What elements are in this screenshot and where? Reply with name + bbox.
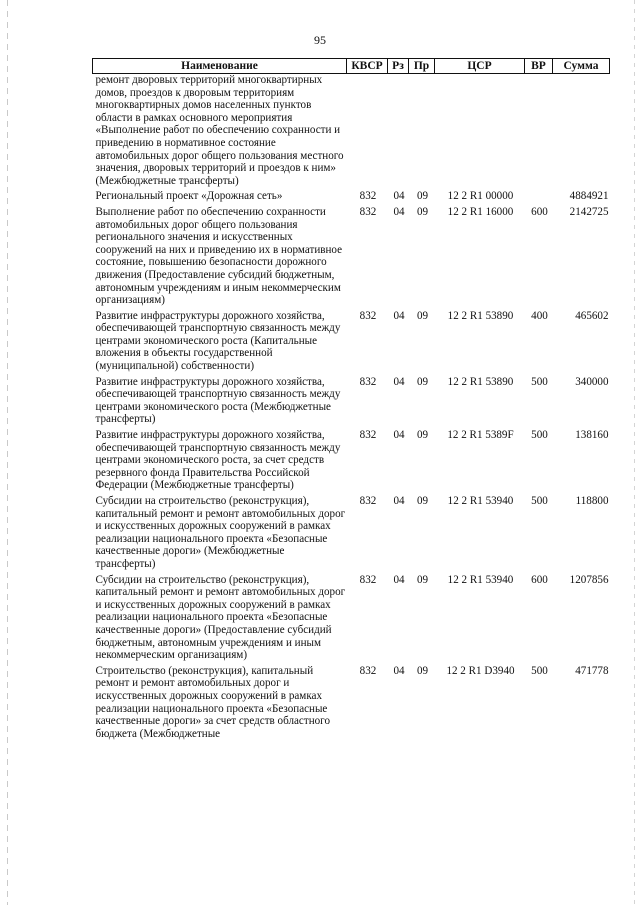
cell-rz: 04	[393, 429, 405, 442]
cell-pr	[409, 74, 435, 191]
cell-rz: 04	[393, 495, 405, 507]
cell-pr: 09	[416, 205, 429, 218]
page-number: 95	[314, 33, 326, 47]
cell-csr: 12 2 R1 D3940	[446, 664, 515, 677]
cell-vr: 500	[531, 664, 548, 677]
table-row	[93, 376, 610, 429]
cell-rz: 04	[393, 205, 405, 218]
cell-pr: 09	[416, 495, 429, 507]
cell-pr: 09	[416, 309, 429, 322]
cell-sum: 340000	[575, 375, 609, 388]
cell-name: Региональный проект «Дорожная сеть»	[95, 190, 283, 203]
cell-name: ремонт дворовых территорий многоквартирных домов, проездов к дворовым территориям многоквартирных домов населенных пунктов области в рамках основного мероприятия «Выполнение работ по обеспечению сохранности и приведению в нормативное состояние автомобильных дорог общего пользования местного значения, дворовых территорий и проездов к ним» (Межбюджетные трансферты)	[95, 74, 344, 187]
table-row	[93, 74, 610, 191]
table-body	[93, 74, 610, 744]
column-header-csr: ЦСР	[435, 59, 525, 74]
cell-vr	[525, 74, 553, 191]
cell-rz: 04	[393, 573, 405, 586]
column-header-name: Наименование	[93, 59, 347, 74]
cell-vr: 600	[531, 205, 548, 218]
column-header-rz: Рз	[388, 59, 409, 74]
scan-edge-left	[7, 0, 8, 905]
column-header-sum: Сумма	[553, 59, 610, 74]
cell-kvsr	[347, 74, 388, 191]
cell-sum: 471778	[575, 664, 609, 677]
table-row	[93, 495, 610, 574]
cell-pr: 09	[416, 573, 429, 586]
cell-csr: 12 2 R1 53940	[447, 573, 514, 586]
cell-csr: 12 2 R1 00000	[447, 190, 514, 203]
cell-sum: 4884921	[569, 190, 609, 203]
cell-rz: 04	[393, 190, 405, 203]
cell-pr: 09	[416, 429, 429, 442]
cell-sum: 1207856	[569, 573, 609, 586]
column-header-pr: Пр	[409, 59, 435, 74]
cell-vr: 400	[531, 309, 548, 322]
cell-name: Строительство (реконструкция), капитальный ремонт и ремонт автомобильных дорог и искусственных дорожных сооружений в рамках реализации национального проекта «Безопасные качественные дороги» за счет средств областного бюджета (Межбюджетные	[95, 664, 331, 740]
cell-vr	[525, 190, 553, 206]
cell-csr: 12 2 R1 16000	[447, 205, 514, 218]
table-row	[93, 665, 610, 744]
cell-name: Субсидии на строительство (реконструкция), капитальный ремонт и ремонт автомобильных дорог и искусственных дорожных сооружений в рамках реализации национального проекта «Безопасные качественные дороги» (Предоставление субсидий бюджетным, автономным учреждениям и иным некоммерческим организациям)	[95, 573, 346, 662]
cell-vr: 500	[531, 495, 548, 507]
cell-name: Развитие инфраструктуры дорожного хозяйства, обеспечивающей транспортную связанность между центрами экономического роста, за счет средств резервного фонда Правительства Российской Федерации (Межбюджетные трансферты)	[95, 429, 341, 492]
cell-sum	[553, 74, 610, 191]
cell-sum: 118800	[575, 495, 609, 507]
cell-kvsr: 832	[359, 309, 377, 322]
table-header-row	[93, 59, 610, 74]
scan-edge-right	[634, 0, 635, 905]
cell-kvsr: 832	[359, 664, 377, 677]
table-row	[93, 206, 610, 310]
cell-pr: 09	[416, 375, 429, 388]
cell-csr: 12 2 R1 53940	[447, 495, 514, 507]
cell-kvsr: 832	[359, 573, 377, 586]
table-row	[93, 310, 610, 376]
cell-sum: 465602	[575, 309, 609, 322]
cell-vr: 600	[531, 573, 548, 586]
cell-rz: 04	[393, 375, 405, 388]
cell-kvsr: 832	[359, 375, 377, 388]
cell-name: Развитие инфраструктуры дорожного хозяйства, обеспечивающей транспортную связанность между центрами экономического роста (Межбюджетные трансферты)	[95, 375, 341, 426]
cell-rz: 04	[393, 309, 405, 322]
column-header-vr: ВР	[525, 59, 553, 74]
cell-kvsr: 832	[359, 429, 377, 442]
cell-rz: 04	[393, 664, 405, 677]
cell-name: Субсидии на строительство (реконструкция), капитальный ремонт и ремонт автомобильных дорог и искусственных дорожных сооружений в рамках реализации национального проекта «Безопасные качественные дороги» (Межбюджетные трансферты)	[95, 495, 346, 570]
cell-csr: 12 2 R1 53890	[447, 309, 514, 322]
cell-csr: 12 2 R1 5389F	[447, 429, 514, 442]
cell-pr: 09	[416, 190, 429, 203]
cell-kvsr: 832	[359, 205, 377, 218]
table-row	[93, 429, 610, 495]
cell-sum: 138160	[575, 429, 609, 442]
cell-pr: 09	[416, 664, 429, 677]
table-row	[93, 190, 610, 206]
cell-csr	[435, 74, 525, 191]
column-header-kvsr: КВСР	[347, 59, 388, 74]
budget-table	[92, 58, 610, 743]
table-row	[93, 574, 610, 665]
cell-name: Выполнение работ по обеспечению сохранности автомобильных дорог общего пользования регионального значения и искусственных сооружений на них и приведению их в нормативное состояние, повышению безопасности дорожного движения (Предоставление субсидий бюджетным, автономным учреждениям и иным некоммерческим организациям)	[95, 205, 343, 307]
cell-rz	[388, 74, 409, 191]
cell-name: Развитие инфраструктуры дорожного хозяйства, обеспечивающей транспортную связанность между центрами экономического роста (Капитальные вложения в объекты государственной (муниципальной) собственности)	[95, 309, 341, 373]
cell-vr: 500	[531, 375, 548, 388]
cell-kvsr: 832	[359, 495, 377, 507]
cell-sum: 2142725	[569, 205, 609, 218]
cell-kvsr: 832	[359, 190, 377, 203]
cell-vr: 500	[531, 429, 548, 442]
cell-csr: 12 2 R1 53890	[447, 375, 514, 388]
